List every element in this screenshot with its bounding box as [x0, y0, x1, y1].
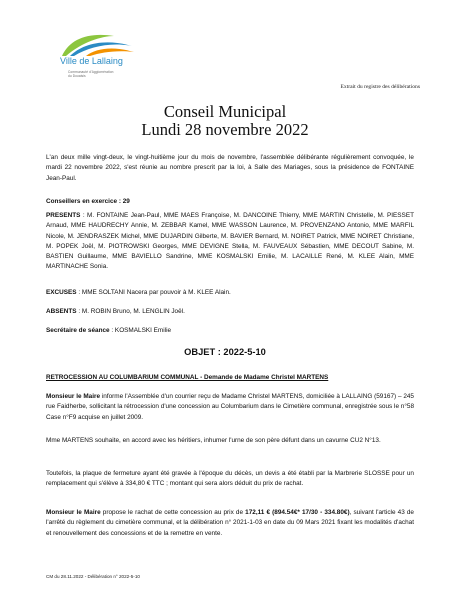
logo-tagline-1: Communauté d'Agglomération [68, 70, 114, 74]
secretaire-line [46, 326, 414, 336]
document-date: Lundi 28 novembre 2022 [141, 120, 309, 139]
excuses-line [46, 288, 414, 298]
secretaire-text: : KOSMALSKI Emilie [109, 327, 172, 334]
absents-line [46, 307, 414, 317]
page-footer: CM du 28.11.2022 - Délibération n° 2022-5-10 [46, 574, 140, 579]
absents-text: : M. ROBIN Bruno, M. LENGLIN Joël. [76, 308, 185, 315]
paragraph-souhait: Mme MARTENS souhaite, en accord avec les héritiers, inhumer l'urne de son père défunt dans un cavurne CU2 N°13. [46, 437, 381, 444]
proposition-text-a: propose le rachat de cette concession au prix de [100, 509, 246, 516]
conseillers-label: Conseillers en exercice : 29 [46, 198, 130, 205]
conseillers-line [46, 197, 414, 207]
town-logo [56, 26, 138, 90]
presents-paragraph [46, 211, 414, 273]
retrocession-title-text: RETROCESSION AU COLUMBARIUM COMMUNAL - Demande de Madame Christel MARTENS [46, 374, 329, 381]
excuses-text: : MME SOLTANI Nacera par pouvoir à M. KLEE Alain. [76, 289, 231, 296]
paragraph-proposition [46, 508, 414, 539]
paragraph-devis: Toutefois, la plaque de fermeture ayant été gravée à l'époque du décès, un devis a été établi par la Marbrerie SLOSSE pour un remplacement qui s'élève à 334,80 € TTC ; montant qui sera alors déduit du prix de rachat. [46, 470, 414, 488]
proposition-text-b: , suivant l'article 43 de l'arrêté du règlement du cimetière communal, et la délibération n° 2021-1-03 en date du 09 Mars 2021 fixant les modalités d'achat et renouvellement des concessions et de la remettre en vente. [46, 509, 414, 537]
logo-tagline-2: du Douaisis [68, 74, 86, 78]
secretaire-label: Secrétaire de séance [46, 327, 110, 334]
paragraph-courrier [46, 392, 414, 423]
paragraph-courrier-text: informe l'Assemblée d'un courrier reçu de Madame Christel MARTENS, domiciliée à LALLAING (59167) – 245 rue Faidherbe, sollicitant la rétrocession d'une concession au Columbarium dans le Cimetière communal, enregistrée sous le n°58 Case n°F9 acquise en juillet 2009. [46, 393, 414, 421]
absents-label: ABSENTS [46, 308, 77, 315]
retrocession-title [46, 373, 414, 383]
objet-heading: OBJET : 2022-5-10 [184, 347, 266, 357]
logo-name: Ville de Lallaing [60, 56, 123, 66]
excuses-label: EXCUSES [46, 289, 77, 296]
extract-header: Extrait du registre des délibérations [340, 84, 420, 90]
presents-label: PRESENTS [46, 212, 81, 219]
maire-label: Monsieur le Maire [46, 509, 101, 516]
intro-paragraph: L'an deux mille vingt-deux, le vingt-huitième jour du mois de novembre, l'assemblée délibérante régulièrement convoquée, le mardi 22 novembre 2022, s'est réunie au nombre prescrit par la loi, à Salle des Mariages, sous la présidence de FONTAINE Jean-Paul. [46, 154, 414, 182]
maire-label: Monsieur le Maire [46, 393, 101, 400]
rachat-price: 172,11 € (894.54€* 17/30 - 334.80€) [245, 509, 350, 516]
document-title: Conseil Municipal [163, 102, 287, 121]
presents-list: : M. FONTAINE Jean-Paul, MME MAES Françoise, M. DANCOINE Thierry, MME MARTIN Christelle, M. PIESSET Arnaud, MME HAUDRECHY Annie, M. ZEBBAR Kamel, MME WASSON Laurence, M. PROVENZANO Antonio, MME MARFIL Nicole, M. JENDRASZEK Michel, MME DUJARDIN Gilberte, M. BAVIER Bernard, M. NOIRET Patrick, MME NOIRET Christiane, M. POPEK Joël, M. PIOTROWSKI Georges, MME DEVIGNE Stella, M. FAUVEAUX Sébastien, MME DECOUT Sabine, M. BASTIEN Guillaume, MME BAVIELLO Sandrine, MME KOSMALSKI Emilie, M. LACAILLE René, M. KLEE Alain, MME MARTINACHE Sonia. [46, 212, 414, 271]
